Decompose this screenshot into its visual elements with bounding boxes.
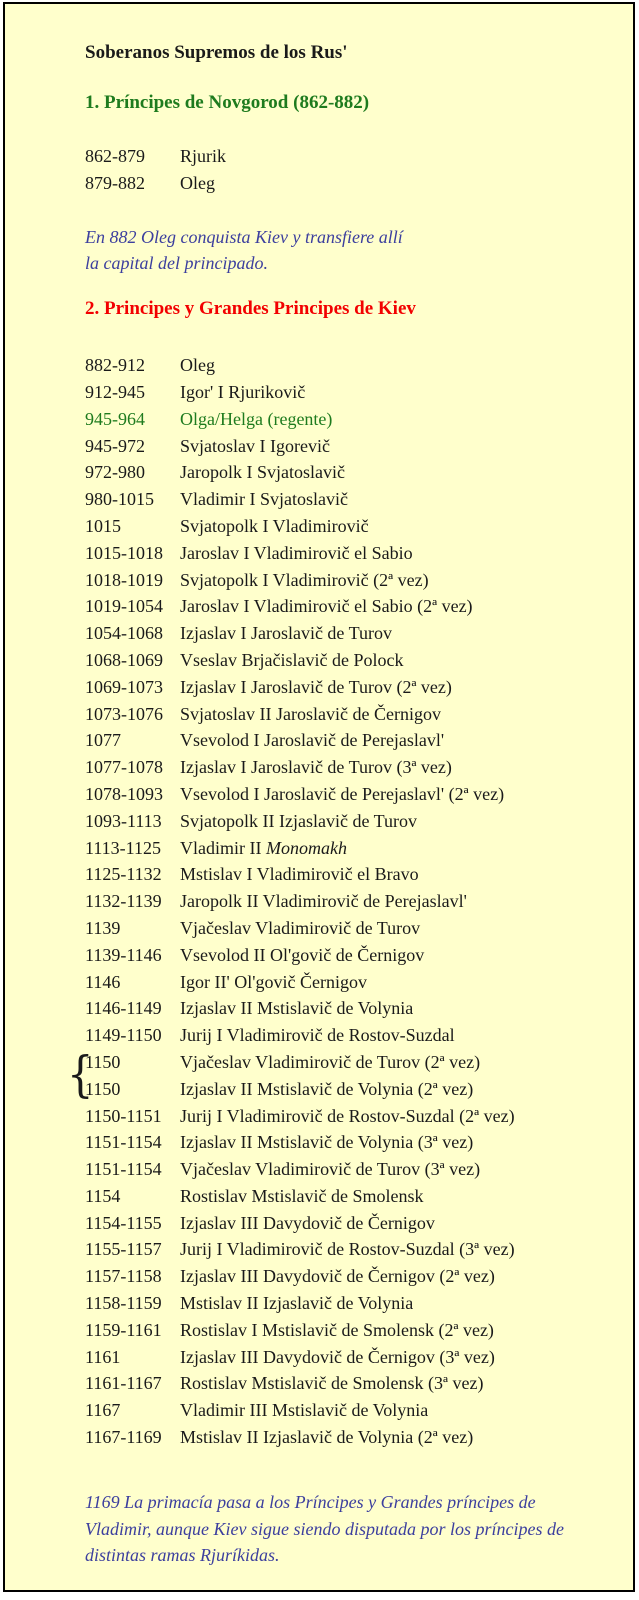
ruler-years: 1018-1019 — [85, 569, 163, 590]
ruler-years: 1151-1154 — [85, 1132, 162, 1153]
ruler-years: 1157-1158 — [85, 1266, 162, 1287]
ruler-name: Jurij I Vladimirovič de Rostov-Suzdal — [180, 1025, 455, 1046]
ruler-years: 1167 — [85, 1400, 121, 1421]
ruler-years: 1069-1073 — [85, 676, 163, 697]
ruler-years: 1161-1167 — [85, 1373, 162, 1394]
ruler-name: Jaropolk I Svjatoslavič — [180, 462, 345, 483]
ruler-row — [85, 1424, 615, 1451]
ruler-years: 1151-1154 — [85, 1159, 162, 1180]
ruler-years: 945-964 — [85, 408, 145, 429]
ruler-row — [85, 486, 615, 513]
ruler-epithet-italic: Monomakh — [265, 837, 347, 858]
ruler-name: Izjaslav I Jaroslavič de Turov (2ª vez) — [180, 676, 452, 697]
ruler-years: 1149-1150 — [85, 1025, 162, 1046]
ruler-years: 1146-1149 — [85, 998, 162, 1019]
ruler-years: 1167-1169 — [85, 1427, 162, 1448]
ruler-years: 1015 — [85, 515, 121, 536]
section-heading-novgorod: 1. Príncipes de Novgorod (862-882) — [85, 92, 370, 113]
ruler-years: 1154 — [85, 1185, 121, 1206]
ruler-name: Vjačeslav Vladimirovič de Turov (2ª vez) — [180, 1051, 481, 1072]
ruler-years: 972-980 — [85, 462, 145, 483]
ruler-row — [85, 781, 615, 808]
ruler-row — [85, 593, 615, 620]
ruler-years: 1093-1113 — [85, 810, 162, 831]
note-line: En 882 Oleg conquista Kiev y transfiere allí — [85, 226, 403, 247]
ruler-years: 1159-1161 — [85, 1319, 162, 1340]
ruler-years: 1161 — [85, 1346, 121, 1367]
section-heading-kiev: 2. Principes y Grandes Principes de Kiev — [85, 298, 416, 320]
ruler-row — [85, 143, 615, 170]
ruler-name: Igor II' Ol'govič Černigov — [180, 971, 367, 992]
ruler-row — [85, 1317, 615, 1344]
ruler-name: Mstislav II Izjaslavič de Volynia (2ª vez) — [180, 1427, 474, 1448]
ruler-name: Igor' I Rjurikovič — [180, 381, 306, 402]
brace-icon: { — [67, 1045, 94, 1103]
ruler-name: Svjatoslav II Jaroslavič de Černigov — [180, 703, 441, 724]
ruler-name: Jaroslav I Vladimirovič el Sabio — [180, 542, 413, 563]
ruler-row — [85, 513, 615, 540]
ruler-years: 1019-1054 — [85, 596, 163, 617]
ruler-name: Rostislav I Mstislavič de Smolensk (2ª vez) — [180, 1319, 494, 1340]
ruler-years: 862-879 — [85, 146, 145, 166]
ruler-row — [85, 1049, 615, 1076]
ruler-years: 945-972 — [85, 435, 145, 456]
ruler-years: 980-1015 — [85, 489, 154, 510]
ruler-years: 1125-1132 — [85, 864, 162, 885]
ruler-row — [85, 969, 615, 996]
ruler-name: Svjatopolk I Vladimirovič — [180, 515, 369, 536]
page-title: Soberanos Supremos de los Rus' — [85, 42, 348, 63]
ruler-row — [85, 567, 615, 594]
ruler-name: Izjaslav III Davydovič de Černigov (2ª vez) — [180, 1266, 495, 1287]
ruler-years: 882-912 — [85, 355, 145, 376]
ruler-years: 1113-1125 — [85, 837, 161, 858]
ruler-years: 1132-1139 — [85, 891, 162, 912]
ruler-row — [85, 1129, 615, 1156]
ruler-row — [85, 1344, 615, 1371]
ruler-years: 1068-1069 — [85, 649, 163, 670]
ruler-row — [85, 540, 615, 567]
ruler-name: Vjačeslav Vladimirovič de Turov (3ª vez) — [180, 1159, 481, 1180]
ruler-row — [85, 1076, 615, 1103]
ruler-row — [85, 1370, 615, 1397]
ruler-years: 1158-1159 — [85, 1293, 162, 1314]
ruler-name: Izjaslav I Jaroslavič de Turov — [180, 623, 392, 644]
ruler-row — [85, 1397, 615, 1424]
ruler-row — [85, 647, 615, 674]
ruler-name: Izjaslav III Davydovič de Černigov (3ª vez) — [180, 1346, 495, 1367]
ruler-row — [85, 1022, 615, 1049]
ruler-years: 1155-1157 — [85, 1239, 162, 1260]
ruler-name: Izjaslav III Davydovič de Černigov — [180, 1212, 435, 1233]
ruler-years: 1150-1151 — [85, 1105, 162, 1126]
ruler-row — [85, 352, 615, 379]
ruler-name: Svjatopolk I Vladimirovič (2ª vez) — [180, 569, 429, 590]
ruler-list-page — [3, 2, 635, 1592]
ruler-years: 1154-1155 — [85, 1212, 162, 1233]
ruler-name: Vladimir III Mstislavič de Volynia — [180, 1400, 429, 1421]
ruler-years: 1054-1068 — [85, 623, 163, 644]
ruler-years: 1150 — [85, 1051, 121, 1072]
ruler-row — [85, 620, 615, 647]
ruler-years: 1077-1078 — [85, 757, 163, 778]
ruler-name: Jaroslav I Vladimirovič el Sabio (2ª vez) — [180, 596, 473, 617]
novgorod-ruler-list — [85, 143, 615, 197]
ruler-name: Vseslav Brjačislavič de Polock — [180, 649, 404, 670]
ruler-name: Vsevolod I Jaroslavič de Perejaslavl' — [180, 730, 445, 751]
ruler-row — [85, 727, 615, 754]
ruler-row — [85, 701, 615, 728]
ruler-row — [85, 170, 615, 197]
ruler-name: Rjurik — [180, 146, 227, 166]
ruler-row — [85, 1210, 615, 1237]
ruler-row — [85, 995, 615, 1022]
ruler-row — [85, 1103, 615, 1130]
ruler-row — [85, 915, 615, 942]
ruler-name: Jaropolk II Vladimirovič de Perejaslavl' — [180, 891, 467, 912]
ruler-row — [85, 861, 615, 888]
ruler-row — [85, 459, 615, 486]
ruler-name: Vjačeslav Vladimirovič de Turov — [180, 917, 421, 938]
note-line: la capital del principado. — [85, 253, 268, 274]
ruler-years: 912-945 — [85, 381, 145, 402]
ruler-row — [85, 433, 615, 460]
ruler-name: Olga/Helga (regente) — [180, 408, 333, 429]
ruler-row — [85, 942, 615, 969]
ruler-row — [85, 379, 615, 406]
ruler-name: Vladimir I Svjatoslavič — [180, 489, 348, 510]
ruler-years: 1150 — [85, 1078, 121, 1099]
ruler-years: 1078-1093 — [85, 783, 163, 804]
ruler-name: Jurij I Vladimirovič de Rostov-Suzdal (3ª vez) — [180, 1239, 515, 1260]
ruler-row — [85, 808, 615, 835]
ruler-name: Izjaslav I Jaroslavič de Turov (3ª vez) — [180, 757, 452, 778]
ruler-name: Izjaslav II Mstislavič de Volynia (3ª vez) — [180, 1132, 474, 1153]
ruler-row — [85, 1156, 615, 1183]
note-line: distintas ramas Rjuríkidas. — [85, 1545, 280, 1566]
ruler-name: Izjaslav II Mstislavič de Volynia — [180, 998, 414, 1019]
kiev-ruler-list — [67, 352, 615, 1451]
kiev-note — [85, 1489, 615, 1569]
ruler-name: Vladimir II Monomakh — [180, 837, 347, 858]
ruler-row — [85, 674, 615, 701]
ruler-name: Oleg — [180, 172, 215, 193]
ruler-name: Rostislav Mstislavič de Smolensk (3ª vez) — [180, 1373, 484, 1394]
ruler-name: Mstislav II Izjaslavič de Volynia — [180, 1293, 414, 1314]
ruler-years: 1139-1146 — [85, 944, 162, 965]
ruler-years: 1146 — [85, 971, 121, 992]
ruler-row — [85, 835, 615, 862]
note-line: Vladimir, aunque Kiev sigue siendo disputada por los príncipes de — [85, 1518, 564, 1539]
ruler-years: 1077 — [85, 730, 121, 751]
ruler-row — [85, 1290, 615, 1317]
note-line: 1169 La primacía pasa a los Príncipes y Grandes príncipes de — [85, 1491, 536, 1512]
ruler-name: Izjaslav II Mstislavič de Volynia (2ª vez) — [180, 1078, 474, 1099]
ruler-name: Rostislav Mstislavič de Smolensk — [180, 1185, 424, 1206]
ruler-years: 1015-1018 — [85, 542, 163, 563]
ruler-name: Jurij I Vladimirovič de Rostov-Suzdal (2ª vez) — [180, 1105, 515, 1126]
ruler-row — [85, 1236, 615, 1263]
ruler-years: 1139 — [85, 917, 121, 938]
ruler-years: 1073-1076 — [85, 703, 163, 724]
ruler-name: Vsevolod I Jaroslavič de Perejaslavl' (2ª vez) — [180, 783, 505, 804]
ruler-name: Svjatoslav I Igorevič — [180, 435, 330, 456]
ruler-name: Mstislav I Vladimirovič el Bravo — [180, 864, 419, 885]
ruler-row — [85, 1183, 615, 1210]
ruler-row — [85, 754, 615, 781]
ruler-row — [85, 888, 615, 915]
ruler-row — [85, 1263, 615, 1290]
ruler-years: 879-882 — [85, 172, 145, 193]
novgorod-note — [85, 224, 615, 278]
ruler-name: Svjatopolk II Izjaslavič de Turov — [180, 810, 417, 831]
ruler-name: Oleg — [180, 355, 215, 376]
co-rulers-brace-group — [67, 1045, 615, 1103]
ruler-name: Vsevolod II Ol'govič de Černigov — [180, 944, 425, 965]
ruler-row — [85, 406, 615, 433]
